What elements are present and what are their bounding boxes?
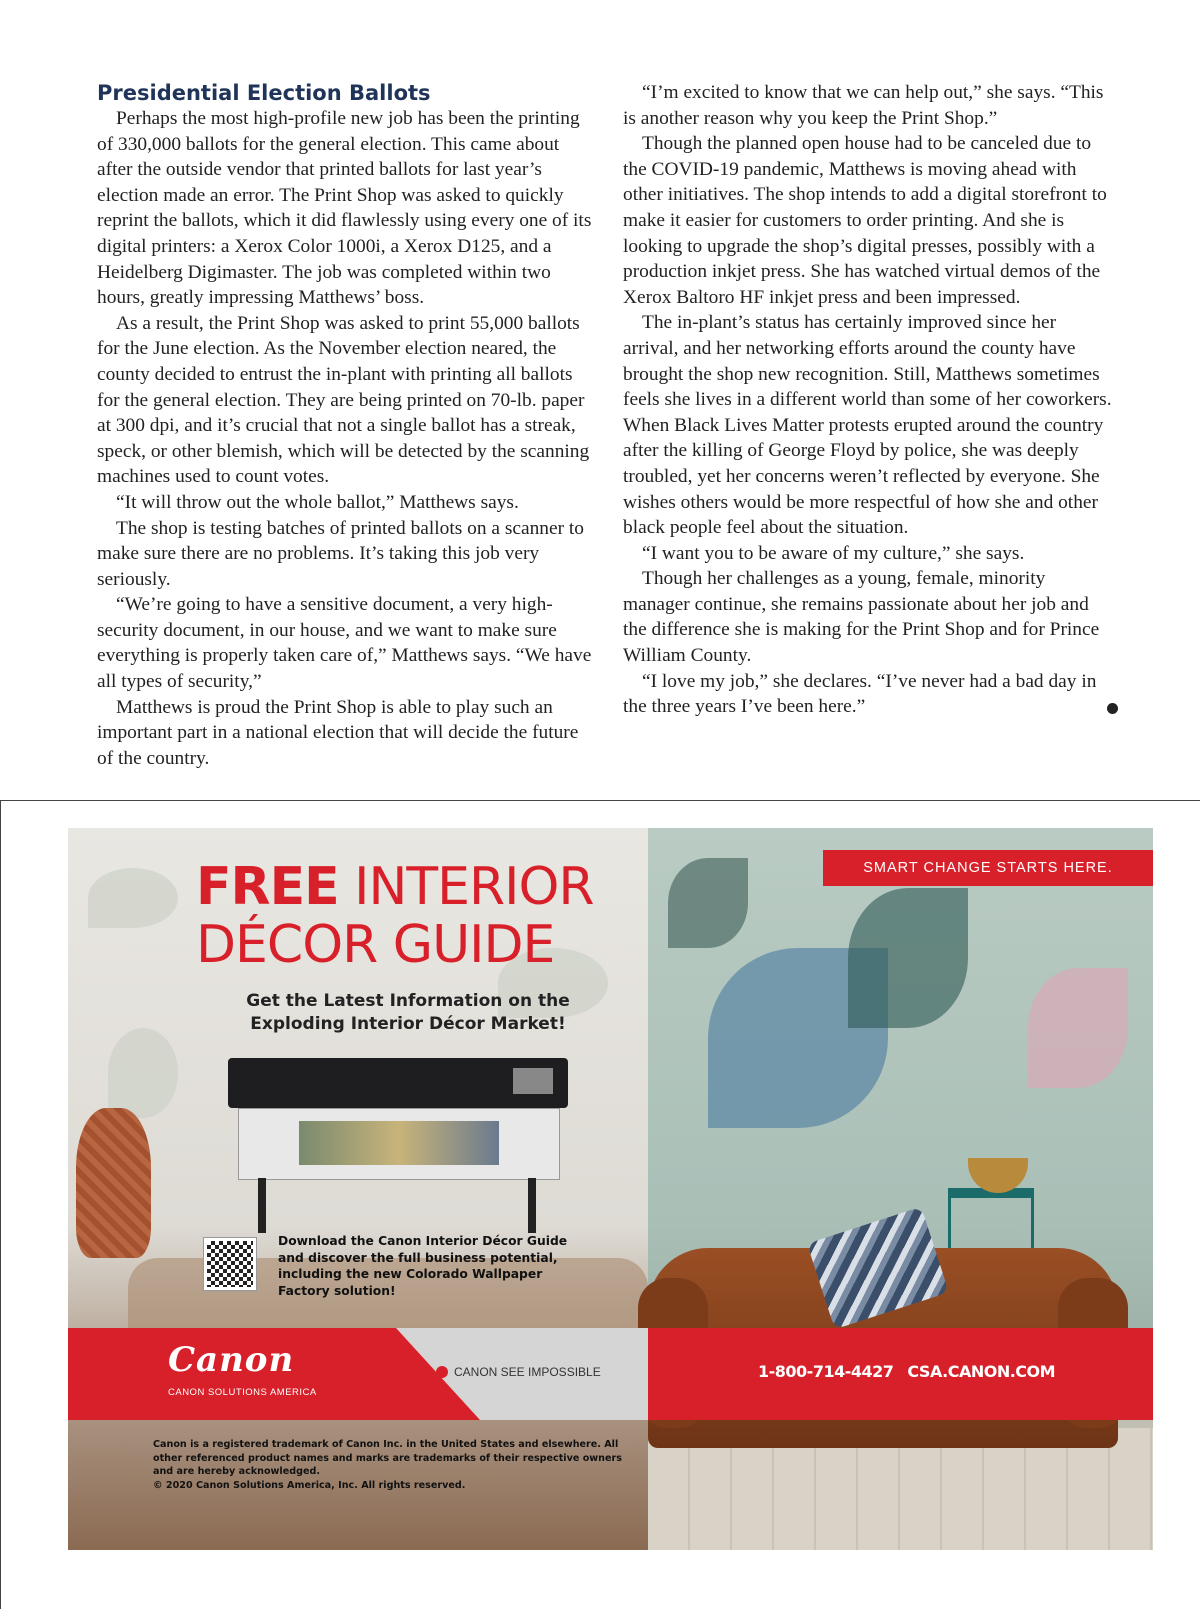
headline-free: FREE	[196, 857, 339, 917]
canon-dot-icon	[436, 1366, 448, 1378]
headline-decor-guide: DÉCOR GUIDE	[196, 915, 555, 975]
ad-contact	[758, 1362, 1055, 1381]
page-divider	[0, 800, 1200, 801]
ad-tagline: SMART CHANGE STARTS HERE.	[823, 850, 1153, 886]
article-paragraph: “I’m excited to know that we can help out,” she says. “This is another reason why you keep the Print Shop.”	[623, 82, 1104, 129]
headline-interior: INTERIOR	[354, 857, 594, 917]
vase-image	[76, 1108, 151, 1258]
plant-icon	[848, 888, 968, 1028]
printer-image	[228, 1058, 568, 1238]
download-guide-text: Download the Canon Interior Décor Guide and discover the full business potential, including the new Colorado Wallpaper Factory solution!	[278, 1234, 568, 1298]
canon-solutions-america: CANON SOLUTIONS AMERICA	[168, 1387, 317, 1398]
section-heading: Presidential Election Ballots	[97, 81, 431, 105]
see-impossible-text: CANON SEE IMPOSSIBLE	[454, 1365, 601, 1379]
see-impossible-label	[436, 1365, 601, 1379]
printer-leg	[528, 1178, 536, 1233]
article-paragraph: Though her challenges as a young, female, minority manager continue, she remains passionate about her job and the difference she is making for the Print Shop and for Prince William County.	[623, 568, 1100, 667]
legal-line: © 2020 Canon Solutions America, Inc. All rights reserved.	[153, 1479, 466, 1491]
printer-body	[238, 1108, 560, 1180]
article-paragraph: The shop is testing batches of printed ballots on a scanner to make sure there are no problems. It’s taking this job very seriously.	[97, 517, 584, 590]
wallpaper-leaf-icon	[108, 1028, 178, 1118]
printer-leg	[258, 1178, 266, 1233]
printer-media-window	[299, 1121, 499, 1165]
ad-headline	[196, 858, 594, 974]
printer-control-panel	[513, 1068, 553, 1094]
article-paragraph: Though the planned open house had to be canceled due to the COVID-19 pandemic, Matthews is moving ahead with other initiatives. The shop intends to add a digital storefront to make it easier for customers to order printing. And she is looking to upgrade the shop’s digital presses, possibly with a production inkjet press. She has watched virtual demos of the Xerox Baltoro HF inkjet press and been impressed.	[623, 133, 1107, 308]
article-paragraph: “It will throw out the whole ballot,” Matthews says.	[116, 491, 519, 513]
article-paragraph: The in-plant’s status has certainly improved since her arrival, and her networking efforts around the county have brought the shop new recognition. Still, Matthews sometimes feels she lives in a different world than some of her coworkers. When Black Lives Matter protests erupted around the country after the killing of George Floyd by police, she was deeply troubled, yet her concerns weren’t reflected by everyone. She wishes others would be more respectful of how she and other black people feel about the situation.	[623, 312, 1112, 539]
page-divider-vertical	[0, 800, 1, 1609]
article-column-right	[623, 80, 1113, 720]
article-paragraph: “We’re going to have a sensitive document, a very high-security document, in our house, and we want to make sure everything is properly taken care of,” Matthews says. “We have all types of security,”	[97, 594, 592, 693]
plant-icon	[668, 858, 748, 948]
flower-icon	[1028, 968, 1128, 1088]
article-paragraph: “I want you to be aware of my culture,” she says.	[642, 542, 1025, 564]
ad-subhead: Get the Latest Information on the Exploding Interior Décor Market!	[246, 991, 570, 1034]
website-link[interactable]: CSA.CANON.COM	[907, 1362, 1056, 1381]
canon-advertisement[interactable]	[68, 828, 1153, 1550]
wallpaper-leaf-icon	[88, 868, 178, 928]
phone-number[interactable]: 1-800-714-4427	[758, 1362, 894, 1381]
article-paragraph: Perhaps the most high-profile new job has been the printing of 330,000 ballots for the general election. This came about after the outside vendor that printed ballots for last year’s election made an error. The Print Shop was asked to quickly reprint the ballots, which it did flawlessly using every one of its digital printers: a Xerox Color 1000i, a Xerox D125, and a Heidelberg Digimaster. The job was completed within two hours, greatly impressing Matthews’ boss.	[97, 108, 592, 309]
end-of-article-dot-icon	[1107, 703, 1118, 714]
ad-legal-text	[153, 1438, 623, 1492]
legal-line: Canon is a registered trademark of Canon Inc. in the United States and elsewhere. All other referenced product names and marks are trademarks of their respective owners and are hereby acknowledged.	[153, 1439, 622, 1477]
ad-right-photo	[648, 828, 1153, 1550]
article-paragraph: “I love my job,” she declares. “I’ve never had a bad day in the three years I’ve been here.”	[623, 670, 1097, 718]
article-column-left	[97, 80, 597, 771]
qr-code-icon[interactable]	[204, 1238, 256, 1290]
canon-logo: Canon	[168, 1340, 295, 1380]
article-paragraph: As a result, the Print Shop was asked to print 55,000 ballots for the June election. As the November election neared, the county decided to entrust the in-plant with printing all ballots for the general election. They are being printed on 70-lb. paper at 300 dpi, and it’s crucial that not a single ballot has a streak, speck, or other blemish, which will be detected by the scanning machines used to count votes.	[97, 312, 590, 488]
article-paragraph: Matthews is proud the Print Shop is able to play such an important part in a national election that will decide the future of the country.	[97, 696, 579, 769]
